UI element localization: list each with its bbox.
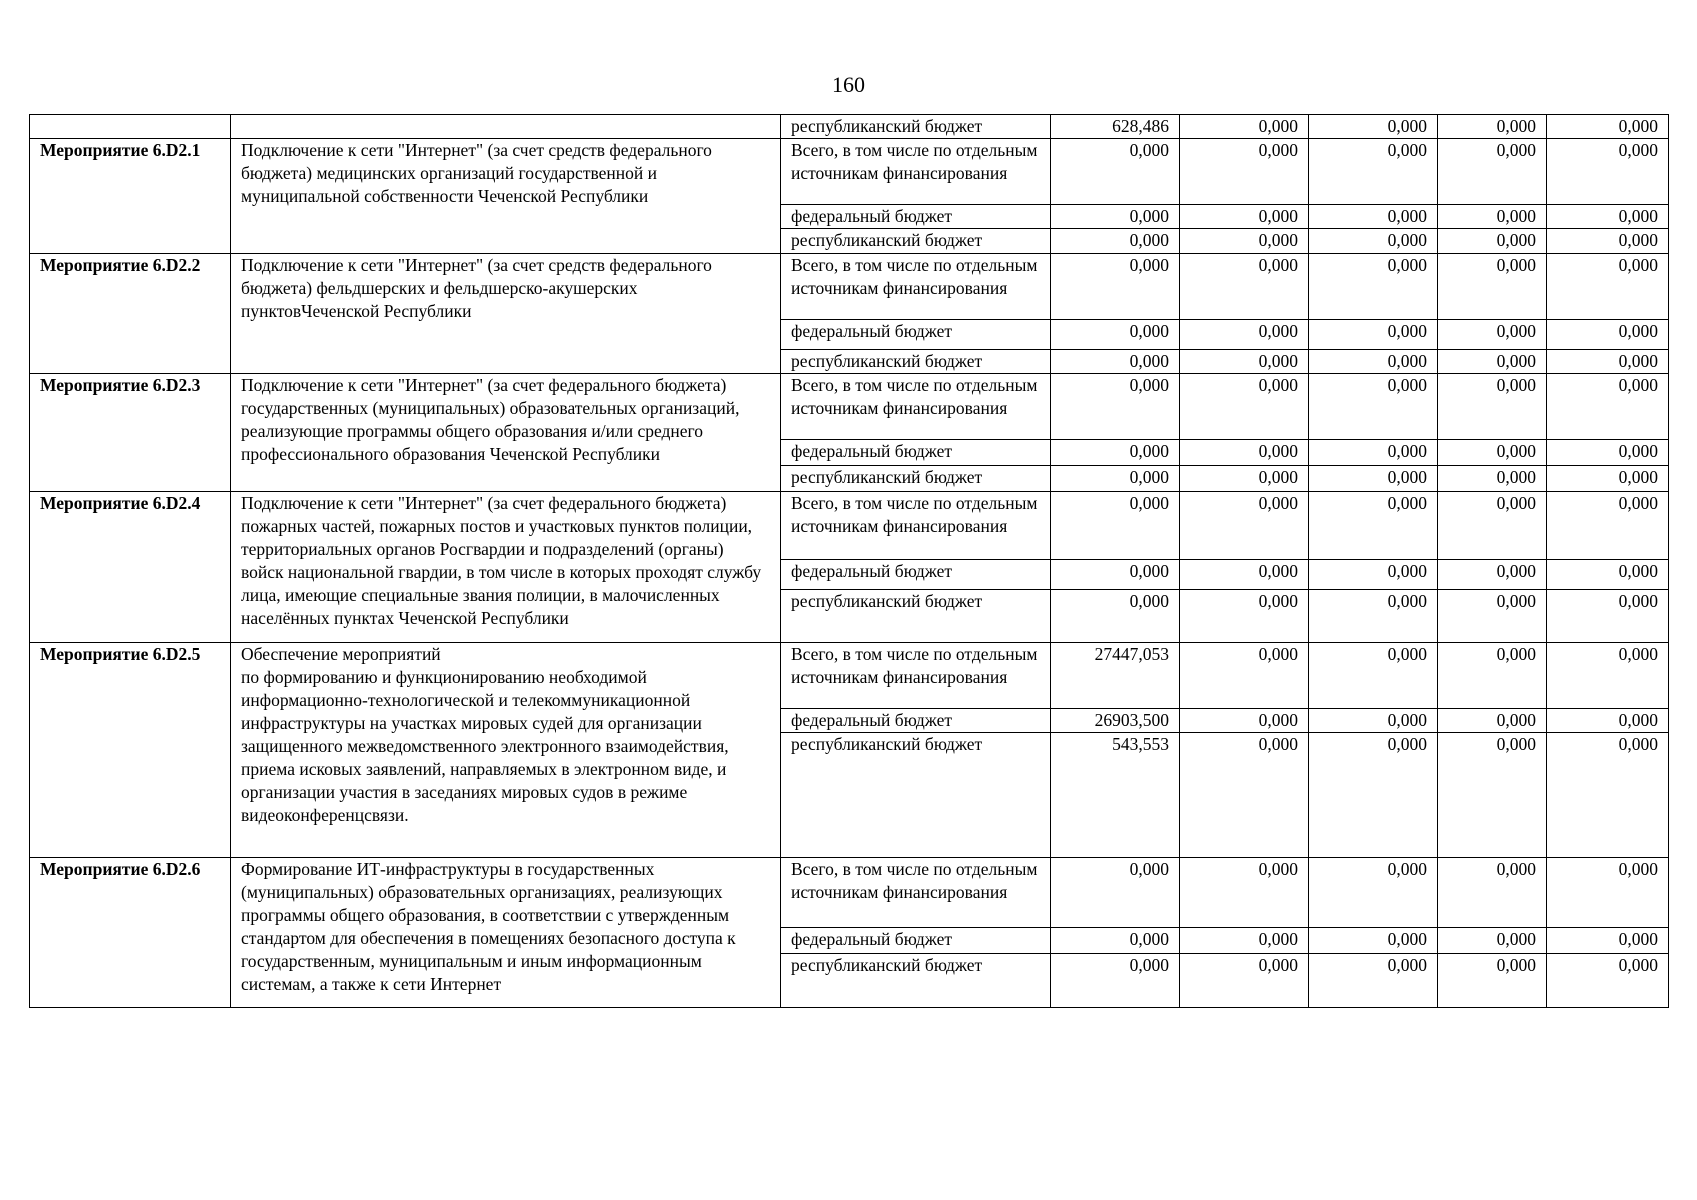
funding-table	[29, 114, 1669, 1008]
measure-code-cell: Мероприятие 6.D2.1	[30, 139, 231, 254]
funding-source-cell: республиканский бюджет	[781, 466, 1051, 492]
amount-cell: 0,000	[1438, 115, 1547, 139]
amount-cell: 0,000	[1180, 560, 1309, 590]
amount-cell: 0,000	[1309, 466, 1438, 492]
amount-cell: 0,000	[1547, 254, 1669, 320]
funding-source-cell: федеральный бюджет	[781, 440, 1051, 466]
amount-cell: 0,000	[1438, 254, 1547, 320]
amount-cell: 0,000	[1309, 590, 1438, 643]
amount-cell: 0,000	[1547, 115, 1669, 139]
amount-cell: 26903,500	[1051, 709, 1180, 733]
amount-cell: 0,000	[1180, 350, 1309, 374]
amount-cell: 0,000	[1051, 320, 1180, 350]
funding-source-cell: федеральный бюджет	[781, 560, 1051, 590]
amount-cell: 0,000	[1547, 928, 1669, 954]
amount-cell: 0,000	[1180, 492, 1309, 560]
amount-cell: 0,000	[1309, 733, 1438, 858]
amount-cell: 0,000	[1438, 492, 1547, 560]
table-row	[30, 139, 1669, 205]
amount-cell: 0,000	[1547, 229, 1669, 254]
funding-source-cell: федеральный бюджет	[781, 205, 1051, 229]
amount-cell: 0,000	[1438, 229, 1547, 254]
amount-cell: 0,000	[1438, 320, 1547, 350]
amount-cell: 0,000	[1309, 229, 1438, 254]
amount-cell: 0,000	[1309, 115, 1438, 139]
funding-source-cell: федеральный бюджет	[781, 709, 1051, 733]
amount-cell: 0,000	[1547, 350, 1669, 374]
amount-cell: 0,000	[1051, 139, 1180, 205]
amount-cell: 0,000	[1309, 350, 1438, 374]
amount-cell: 0,000	[1547, 643, 1669, 709]
amount-cell: 0,000	[1309, 374, 1438, 440]
amount-cell: 0,000	[1547, 590, 1669, 643]
amount-cell: 543,553	[1051, 733, 1180, 858]
amount-cell: 0,000	[1547, 440, 1669, 466]
amount-cell: 0,000	[1309, 440, 1438, 466]
amount-cell: 0,000	[1438, 350, 1547, 374]
funding-source-cell: Всего, в том числе по отдельным источникам финансирования	[781, 643, 1051, 709]
amount-cell: 0,000	[1180, 229, 1309, 254]
amount-cell: 0,000	[1051, 954, 1180, 1008]
amount-cell: 0,000	[1309, 643, 1438, 709]
measure-code-cell: Мероприятие 6.D2.6	[30, 858, 231, 1008]
amount-cell: 0,000	[1309, 139, 1438, 205]
amount-cell: 0,000	[1051, 858, 1180, 928]
amount-cell: 0,000	[1180, 928, 1309, 954]
amount-cell: 0,000	[1547, 466, 1669, 492]
funding-source-cell: федеральный бюджет	[781, 320, 1051, 350]
measure-description-cell: Обеспечение мероприятий по формированию и функционированию необходимой информационно-технологической и телекоммуникационной инфраструктуры на участках мировых судей для организации защищенного межведомственного электронного взаимодействия, приема исковых заявлений, направляемых в электронном виде, и организации участия в заседаниях мировых судов в режиме видеоконференцсвязи.	[231, 643, 781, 858]
amount-cell: 0,000	[1438, 560, 1547, 590]
amount-cell: 0,000	[1180, 466, 1309, 492]
table-row	[30, 115, 1669, 139]
amount-cell: 0,000	[1180, 320, 1309, 350]
amount-cell: 628,486	[1051, 115, 1180, 139]
funding-source-cell: республиканский бюджет	[781, 229, 1051, 254]
funding-source-cell: Всего, в том числе по отдельным источникам финансирования	[781, 492, 1051, 560]
amount-cell: 0,000	[1309, 254, 1438, 320]
funding-source-cell: республиканский бюджет	[781, 350, 1051, 374]
amount-cell: 0,000	[1309, 492, 1438, 560]
amount-cell: 0,000	[1438, 139, 1547, 205]
measure-code-cell: Мероприятие 6.D2.2	[30, 254, 231, 374]
page-number: 160	[832, 72, 865, 97]
amount-cell: 0,000	[1051, 205, 1180, 229]
measure-code-cell: Мероприятие 6.D2.3	[30, 374, 231, 492]
amount-cell: 0,000	[1051, 440, 1180, 466]
amount-cell: 0,000	[1547, 205, 1669, 229]
amount-cell: 0,000	[1180, 139, 1309, 205]
amount-cell: 0,000	[1438, 590, 1547, 643]
amount-cell: 0,000	[1051, 928, 1180, 954]
amount-cell: 0,000	[1547, 858, 1669, 928]
amount-cell: 0,000	[1438, 733, 1547, 858]
measure-description-cell: Подключение к сети "Интернет" (за счет федерального бюджета) государственных (муниципальных) образовательных организаций, реализующие программы общего образования и/или среднего профессионального образования Чеченской Республики	[231, 374, 781, 492]
measure-code-cell: Мероприятие 6.D2.4	[30, 492, 231, 643]
table-row	[30, 254, 1669, 320]
amount-cell: 0,000	[1547, 320, 1669, 350]
amount-cell: 0,000	[1309, 560, 1438, 590]
amount-cell: 0,000	[1180, 733, 1309, 858]
funding-source-cell: республиканский бюджет	[781, 590, 1051, 643]
table-body	[30, 115, 1669, 1008]
measure-code-cell: Мероприятие 6.D2.5	[30, 643, 231, 858]
measure-description-cell: Подключение к сети "Интернет" (за счет средств федерального бюджета) медицинских организаций государственной и муниципальной собственности Чеченской Республики	[231, 139, 781, 254]
funding-source-cell: федеральный бюджет	[781, 928, 1051, 954]
amount-cell: 0,000	[1180, 954, 1309, 1008]
amount-cell: 0,000	[1051, 374, 1180, 440]
funding-source-cell: Всего, в том числе по отдельным источникам финансирования	[781, 254, 1051, 320]
amount-cell: 0,000	[1051, 492, 1180, 560]
amount-cell: 0,000	[1180, 858, 1309, 928]
funding-source-cell: Всего, в том числе по отдельным источникам финансирования	[781, 139, 1051, 205]
amount-cell: 0,000	[1309, 709, 1438, 733]
measure-description-cell	[231, 115, 781, 139]
amount-cell: 0,000	[1309, 954, 1438, 1008]
funding-source-cell: Всего, в том числе по отдельным источникам финансирования	[781, 858, 1051, 928]
amount-cell: 0,000	[1547, 560, 1669, 590]
amount-cell: 0,000	[1547, 709, 1669, 733]
amount-cell: 0,000	[1309, 205, 1438, 229]
amount-cell: 0,000	[1180, 590, 1309, 643]
amount-cell: 0,000	[1180, 643, 1309, 709]
measure-description-cell: Формирование ИТ-инфраструктуры в государственных (муниципальных) образовательных организациях, реализующих программы общего образования, в соответствии с утвержденным стандартом для обеспечения в помещениях безопасного доступа к государственным, муниципальным и иным информационным системам, а также к сети Интернет	[231, 858, 781, 1008]
measure-description-cell: Подключение к сети "Интернет" (за счет федерального бюджета) пожарных частей, пожарных постов и участковых пунктов полиции, территориальных органов Росгвардии и подразделений (органы) войск национальной гвардии, в том числе в которых проходят службу лица, имеющие специальные звания полиции, в малочисленных населённых пунктах Чеченской Республики	[231, 492, 781, 643]
table-row	[30, 643, 1669, 709]
amount-cell: 0,000	[1180, 254, 1309, 320]
measure-description-cell: Подключение к сети "Интернет" (за счет средств федерального бюджета) фельдшерских и фельдшерско-акушерских пунктовЧеченской Республики	[231, 254, 781, 374]
amount-cell: 0,000	[1051, 590, 1180, 643]
table-row	[30, 374, 1669, 440]
amount-cell: 0,000	[1180, 205, 1309, 229]
amount-cell: 0,000	[1547, 954, 1669, 1008]
amount-cell: 0,000	[1438, 709, 1547, 733]
amount-cell: 0,000	[1438, 928, 1547, 954]
amount-cell: 0,000	[1438, 954, 1547, 1008]
amount-cell: 0,000	[1547, 492, 1669, 560]
amount-cell: 0,000	[1309, 320, 1438, 350]
funding-source-cell: республиканский бюджет	[781, 954, 1051, 1008]
amount-cell: 0,000	[1438, 466, 1547, 492]
table-row	[30, 492, 1669, 560]
amount-cell: 0,000	[1547, 139, 1669, 205]
amount-cell: 0,000	[1180, 440, 1309, 466]
measure-code-cell	[30, 115, 231, 139]
amount-cell: 0,000	[1180, 709, 1309, 733]
amount-cell: 0,000	[1051, 254, 1180, 320]
amount-cell: 0,000	[1180, 374, 1309, 440]
amount-cell: 0,000	[1438, 440, 1547, 466]
amount-cell: 0,000	[1547, 733, 1669, 858]
amount-cell: 0,000	[1051, 229, 1180, 254]
amount-cell: 0,000	[1309, 928, 1438, 954]
amount-cell: 0,000	[1051, 560, 1180, 590]
funding-source-cell: республиканский бюджет	[781, 733, 1051, 858]
amount-cell: 0,000	[1309, 858, 1438, 928]
amount-cell: 0,000	[1438, 205, 1547, 229]
amount-cell: 0,000	[1438, 374, 1547, 440]
funding-source-cell: Всего, в том числе по отдельным источникам финансирования	[781, 374, 1051, 440]
amount-cell: 0,000	[1051, 466, 1180, 492]
table-row	[30, 858, 1669, 928]
amount-cell: 27447,053	[1051, 643, 1180, 709]
amount-cell: 0,000	[1438, 643, 1547, 709]
amount-cell: 0,000	[1180, 115, 1309, 139]
funding-source-cell: республиканский бюджет	[781, 115, 1051, 139]
amount-cell: 0,000	[1438, 858, 1547, 928]
amount-cell: 0,000	[1547, 374, 1669, 440]
amount-cell: 0,000	[1051, 350, 1180, 374]
